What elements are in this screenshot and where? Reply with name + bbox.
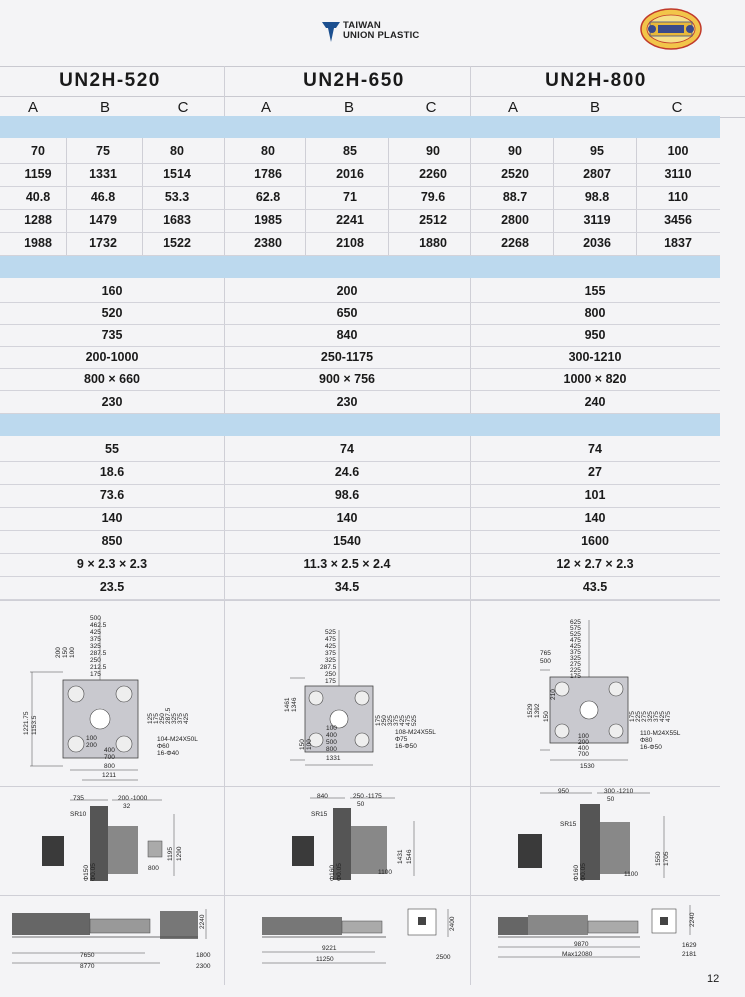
dim-label: 765 [540,650,551,657]
table-cell: 800 × 660 [84,372,140,386]
dim-label: SR15 [311,811,328,818]
dim-label: Φ0.05 [90,863,97,881]
dim-label: 325 [171,713,178,724]
dim-label: 32 [123,803,131,810]
screw-b: B [343,99,354,116]
table-cell: 1837 [664,236,692,250]
table-cell: 1331 [89,167,117,181]
dim-label: 50 [357,801,365,808]
dim-label: 175 [90,671,101,678]
table-cell: 160 [101,284,123,298]
table-cell: 62.8 [255,190,281,204]
screw-a: A [260,99,271,116]
dim-label: 110-M24X55L [640,730,681,737]
dim-label: 16-Φ50 [395,743,417,750]
dim-label: 1550 [655,851,662,866]
dim-label: 425 [570,643,581,650]
dim-label: 425 [183,713,190,724]
table-cell: 53.3 [164,190,190,204]
stroke-drawing-3 [518,788,670,881]
dim-label: 175 [375,715,382,726]
dim-label: 2240 [199,914,206,929]
dim-label: 250 [159,713,166,724]
table-cell: 1988 [24,236,52,250]
table-cell: 23.5 [99,580,125,594]
dim-label: Φ0.05 [336,863,343,881]
dim-label: SR10 [70,811,87,818]
table-cell: 950 [584,328,606,342]
dim-label: 400 [578,745,589,752]
dim-label: 2500 [436,954,451,961]
table-cell: 1522 [163,236,191,250]
model-title-1: UN2H-520 [59,70,161,91]
table-cell: 40.8 [25,190,51,204]
screw-c: C [177,99,189,116]
table-cell: 1540 [333,534,361,548]
dim-label: 2181 [682,951,697,958]
dim-label: 1331 [326,755,341,762]
dim-label: 50 [607,796,615,803]
screw-a: A [27,99,38,116]
machine-drawings [0,895,745,985]
dim-label: 475 [665,711,672,722]
platen-drawings [0,600,745,786]
machine-drawing-2 [262,909,456,963]
table-cell: 200 [336,284,358,298]
table-cell: 100 [667,144,689,158]
dim-label: 375 [653,711,660,722]
dim-label: 840 [317,793,328,800]
dim-label: Φ60 [157,743,170,750]
table-cell: 1000 × 820 [563,372,627,386]
machine-drawing-1 [12,909,211,970]
dim-label: 950 [558,788,569,795]
platen-drawing-2 [284,629,436,765]
dim-label: SR15 [560,821,577,828]
dim-label: 1100 [624,871,638,878]
dim-label: 525 [570,631,581,638]
dim-label: 1629 [682,942,697,949]
table-cell: 230 [101,395,123,409]
dim-label: 425 [659,711,666,722]
dim-label: Φ160 [573,864,580,881]
dim-label: 400 [326,732,337,739]
dim-label: 210 [550,689,557,700]
model-title-2: UN2H-650 [303,70,405,91]
stroke-drawing-2 [292,793,414,881]
page-header [0,0,745,66]
dim-label: Φ150 [83,864,90,881]
platen-drawing-3 [527,619,681,770]
dim-label: 325 [387,715,394,726]
dim-label: 1392 [534,703,541,718]
dim-label: 500 [540,658,551,665]
table-cell: 2036 [583,236,611,250]
dim-label: 250 [90,657,101,664]
table-cell: 11.3 × 2.5 × 2.4 [303,557,391,571]
table-cell: 1600 [581,534,609,548]
dim-label: 425 [90,629,101,636]
dim-label: 287.5 [320,664,337,671]
dim-label: 800 [104,763,115,770]
dim-label: 1290 [176,846,183,861]
screw-b: B [589,99,600,116]
dim-label: 16-Φ40 [157,750,179,757]
section-band-injection [0,116,720,138]
page-number: 12 [707,973,720,985]
dim-label: 275 [570,661,581,668]
table-cell: 140 [336,511,358,525]
table-cell: 2512 [419,213,447,227]
table-cell: 88.7 [502,190,528,204]
table-cell: 27 [588,465,602,479]
table-cell: 34.5 [334,580,360,594]
dim-label: 325 [325,657,336,664]
table-cell: 95 [590,144,604,158]
dim-label: 575 [570,625,581,632]
table-cell: 90 [508,144,522,158]
dim-label: 250 [381,715,388,726]
table-cell: 520 [101,306,123,320]
table-cell: 1159 [24,167,52,181]
dim-label: 525 [411,715,418,726]
dim-label: 100 [69,647,76,658]
table-cell: 1288 [24,213,52,227]
dim-label: 2400 [449,916,456,931]
dim-label: 250 -1175 [353,793,382,800]
dim-label: 500 [326,739,337,746]
table-cell: 240 [584,395,606,409]
dim-label: 700 [104,754,115,761]
table-cell: 2807 [583,167,611,181]
dim-label: 9870 [574,941,589,948]
table-cell: 2380 [254,236,282,250]
table-cell: 900 × 756 [319,372,375,386]
dim-label: 125 [147,713,154,724]
table-cell: 24.6 [334,465,360,479]
table-cell: 3110 [664,167,692,181]
table-cell: 74 [340,442,354,456]
table-cell: 2268 [501,236,529,250]
dim-label: 1705 [663,851,670,866]
table-cell: 250-1175 [320,350,374,364]
dim-label: 500 [90,615,101,622]
dim-label: 625 [570,619,581,626]
table-cell: 98.6 [334,488,360,502]
table-cell: 735 [101,328,123,342]
table-cell: 2016 [336,167,364,181]
dim-label: 325 [90,643,101,650]
dim-label: 150 [62,647,69,658]
dim-label: 1195 [167,847,174,861]
table-cell: 200-1000 [85,350,139,364]
table-cell: 9 × 2.3 × 2.3 [76,557,148,571]
dim-label: Φ80 [640,737,653,744]
dim-label: 200 [55,647,62,658]
dim-label: Φ75 [395,736,408,743]
table-cell: 1732 [89,236,117,250]
dim-label: 735 [73,795,84,802]
dim-label: 7650 [80,952,95,959]
dim-label: 1431 [397,849,404,864]
dim-label: 375 [325,650,336,657]
table-cell: 155 [584,284,606,298]
screw-c: C [425,99,437,116]
dim-label: 325 [647,711,654,722]
dim-label: 1211 [102,772,116,779]
table-cell: 85 [343,144,357,158]
dim-label: 225 [570,667,581,674]
machine-drawing-3 [498,905,697,958]
dim-label: 150 [299,739,306,750]
model-title-3: UN2H-800 [545,70,647,91]
table-cell: 3456 [664,213,692,227]
table-cell: 43.5 [582,580,608,594]
table-cell: 2800 [501,213,529,227]
screw-a: A [507,99,518,116]
brand-line-2: UNION PLASTIC [343,30,420,41]
brand-line-1: TAIWAN [343,20,381,31]
screw-b: B [99,99,110,116]
table-cell: 230 [336,395,358,409]
dim-label: 525 [325,629,336,636]
table-cell: 70 [31,144,45,158]
dim-label: Max12080 [562,951,593,958]
dim-label: 325 [570,655,581,662]
table-cell: 1514 [163,167,191,181]
dim-label: Φ160 [329,864,336,881]
table-cell: 80 [170,144,184,158]
table-cell: 55 [105,442,119,456]
company-logo [322,20,420,42]
dim-label: 2240 [689,912,696,927]
dim-label: 175 [153,713,160,724]
table-cell: 2520 [501,167,529,181]
dim-label: 175 [570,673,581,680]
dim-label: 700 [578,751,589,758]
dim-label: 800 [148,865,159,872]
taiwan-union-plastic-logo-icon [322,20,340,42]
dim-label: 212.5 [90,664,107,671]
dim-label: 475 [405,715,412,726]
dim-label: 375 [393,715,400,726]
dim-label: 200 [86,742,97,749]
dim-label: 300 -1210 [604,788,634,795]
dim-label: 287.5 [90,650,107,657]
table-cell: 80 [261,144,275,158]
table-cell: 2241 [336,213,364,227]
table-cell: 140 [101,511,123,525]
dim-label: 1221.75 [23,711,30,735]
table-cell: 1479 [89,213,117,227]
dim-label: 462.5 [90,622,107,629]
table-cell: 74 [588,442,602,456]
table-cell: 79.6 [420,190,446,204]
dim-label: 2300 [196,963,211,970]
table-cell: 75 [96,144,110,158]
dim-label: 104-M24X50L [157,736,198,743]
table-cell: 90 [426,144,440,158]
dim-label: 1800 [196,952,211,959]
table-cell: 650 [336,306,358,320]
dim-label: 250 [325,671,336,678]
table-cell: 850 [101,534,123,548]
dim-label: 425 [399,715,406,726]
dim-label: 475 [325,636,336,643]
table-cell: 101 [584,488,606,502]
dim-label: 425 [325,643,336,650]
table-cell: 1985 [254,213,282,227]
dim-label: 475 [570,637,581,644]
dim-label: 400 [104,747,115,754]
dim-label: 375 [90,636,101,643]
table-cell: 840 [336,328,358,342]
model-header-row [0,66,745,97]
dim-label: 1546 [406,849,413,864]
dim-label: Φ0.05 [580,863,587,881]
dim-label: 275 [641,711,648,722]
dim-label: 100 [86,735,97,742]
screw-type-row [0,96,745,118]
table-cell: 110 [667,190,689,204]
stroke-drawings [0,786,745,895]
dim-label: 108-M24X55L [395,729,436,736]
table-cell: 1786 [254,167,282,181]
table-cell: 98.8 [584,190,610,204]
table-cell: 71 [343,190,357,204]
table-cell: 46.8 [90,190,116,204]
table-cell: 1880 [419,236,447,250]
table-cell: 18.6 [99,465,125,479]
dim-label: 1346 [291,697,298,712]
drawings-area [0,600,745,985]
table-cell: 2260 [419,167,447,181]
dim-label: 16-Φ50 [640,744,662,751]
section-band-clamping [0,256,720,278]
dim-label: 175 [629,711,636,722]
table-cell: 2108 [336,236,364,250]
quality-seal-icon [640,8,702,50]
dim-label: 1153.5 [31,715,38,735]
dim-label: 100 [306,739,313,750]
table-cell: 140 [584,511,606,525]
stroke-drawing-1 [42,795,183,881]
dim-label: 100 [578,733,589,740]
dim-label: 200 -1000 [118,795,148,802]
dim-label: 9221 [322,945,337,952]
screw-c: C [671,99,683,116]
table-cell: 1683 [163,213,191,227]
dim-label: 1461 [284,697,291,712]
dim-label: 1100 [378,869,392,876]
table-cell: 73.6 [99,488,125,502]
dim-label: 100 [326,725,337,732]
dim-label: 200 [578,739,589,746]
section-band-general [0,414,720,436]
dim-label: 11250 [316,956,334,963]
table-cell: 800 [584,306,606,320]
platen-drawing-1 [23,615,198,780]
dim-label: 287.5 [165,707,172,724]
dim-label: 375 [177,713,184,724]
table-cell: 3119 [583,213,611,227]
dim-label: 150 [543,711,550,722]
table-cell: 12 × 2.7 × 2.3 [556,557,634,571]
dim-label: 175 [325,678,336,685]
dim-label: 225 [635,711,642,722]
dim-label: 800 [326,746,337,753]
dim-label: 8770 [80,963,95,970]
table-cell: 300-1210 [568,350,622,364]
dim-label: 1530 [580,763,595,770]
dim-label: 1529 [527,703,534,718]
dim-label: 375 [570,649,581,656]
